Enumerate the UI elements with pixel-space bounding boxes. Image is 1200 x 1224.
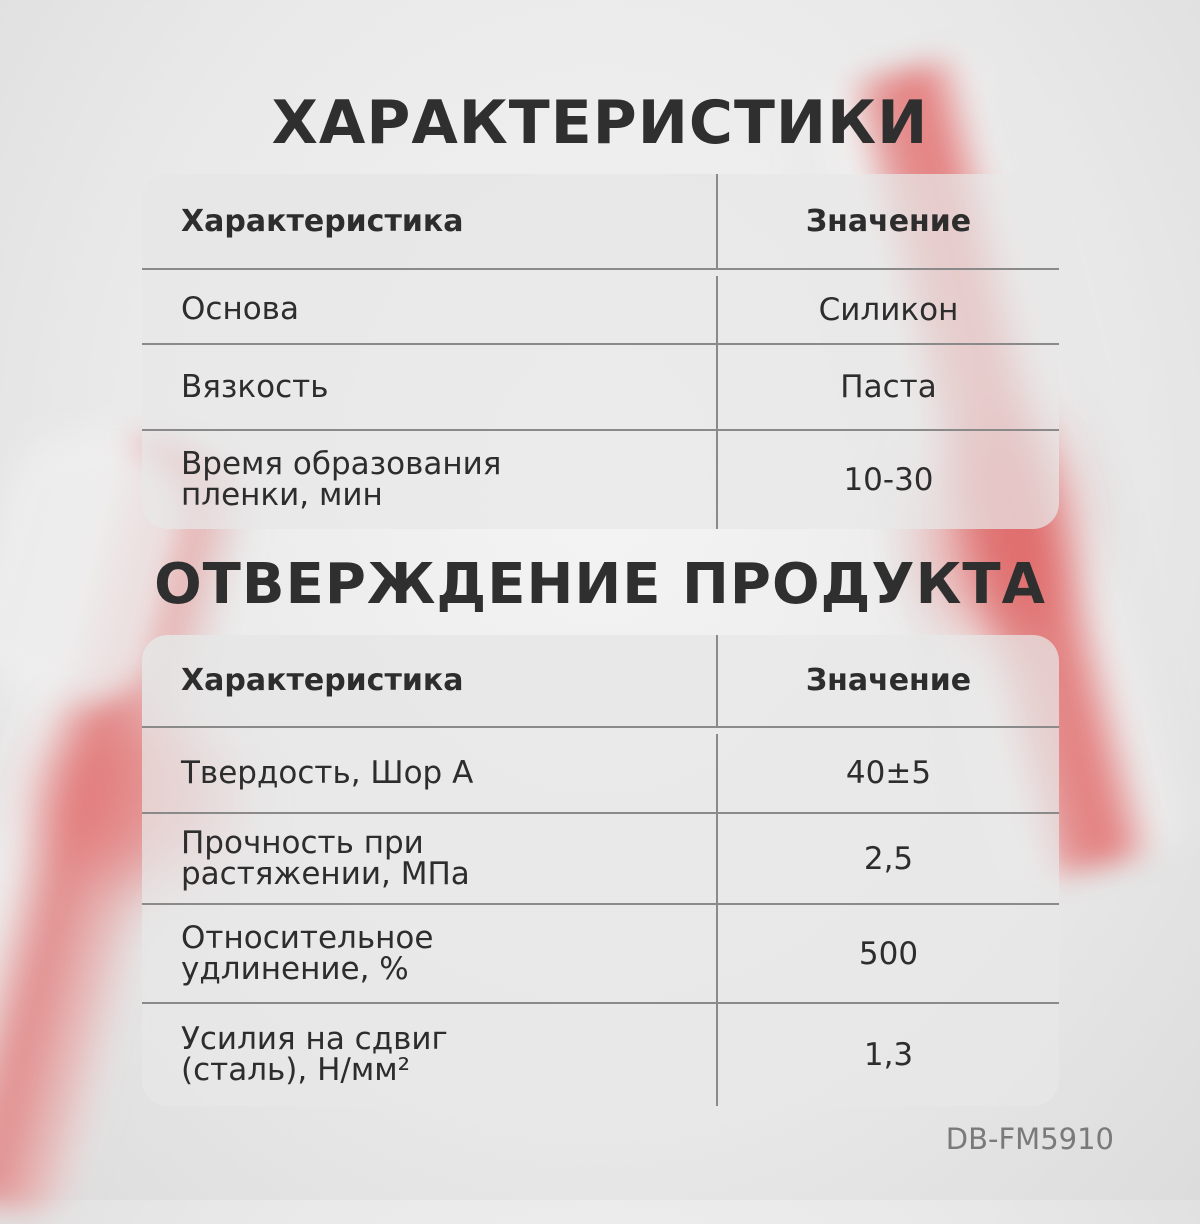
row-value: 2,5 <box>863 840 914 877</box>
row-value: 1,3 <box>863 1037 914 1073</box>
table-row <box>142 431 1059 529</box>
row-value: 40±5 <box>845 755 932 791</box>
header-characteristic: Характеристика <box>142 635 718 726</box>
row-value: 10-30 <box>843 462 934 498</box>
table-row <box>142 728 1059 814</box>
row-value: 500 <box>858 935 919 972</box>
row-key: Твердость, Шор А <box>142 734 718 812</box>
header-characteristic: Характеристика <box>142 174 718 268</box>
row-value: Силикон <box>818 291 959 328</box>
table-row <box>142 345 1059 431</box>
characteristics-table <box>142 174 1059 529</box>
row-key: Прочность при растяжении, МПа <box>142 814 718 903</box>
header-value: Значение <box>805 203 972 239</box>
table-header-row <box>142 635 1059 728</box>
table-row <box>142 1004 1059 1106</box>
row-key: Относительное удлинение, % <box>142 905 718 1002</box>
product-model-code: DB-FM5910 <box>945 1122 1114 1156</box>
table-row <box>142 814 1059 905</box>
row-key: Вязкость <box>142 345 718 429</box>
row-value: Паста <box>840 369 937 405</box>
table-row <box>142 905 1059 1004</box>
header-value: Значение <box>805 663 972 698</box>
row-key: Основа <box>142 276 718 343</box>
table-row <box>142 270 1059 345</box>
curing-table <box>142 635 1059 1106</box>
section-title-curing: ОТВЕРЖДЕНИЕ ПРОДУКТА <box>154 552 1046 617</box>
table-header-row <box>142 174 1059 270</box>
row-key: Время образования пленки, мин <box>142 431 718 529</box>
section-title-characteristics: ХАРАКТЕРИСТИКИ <box>271 88 929 158</box>
row-key: Усилия на сдвиг (сталь), Н/мм² <box>142 1004 718 1106</box>
